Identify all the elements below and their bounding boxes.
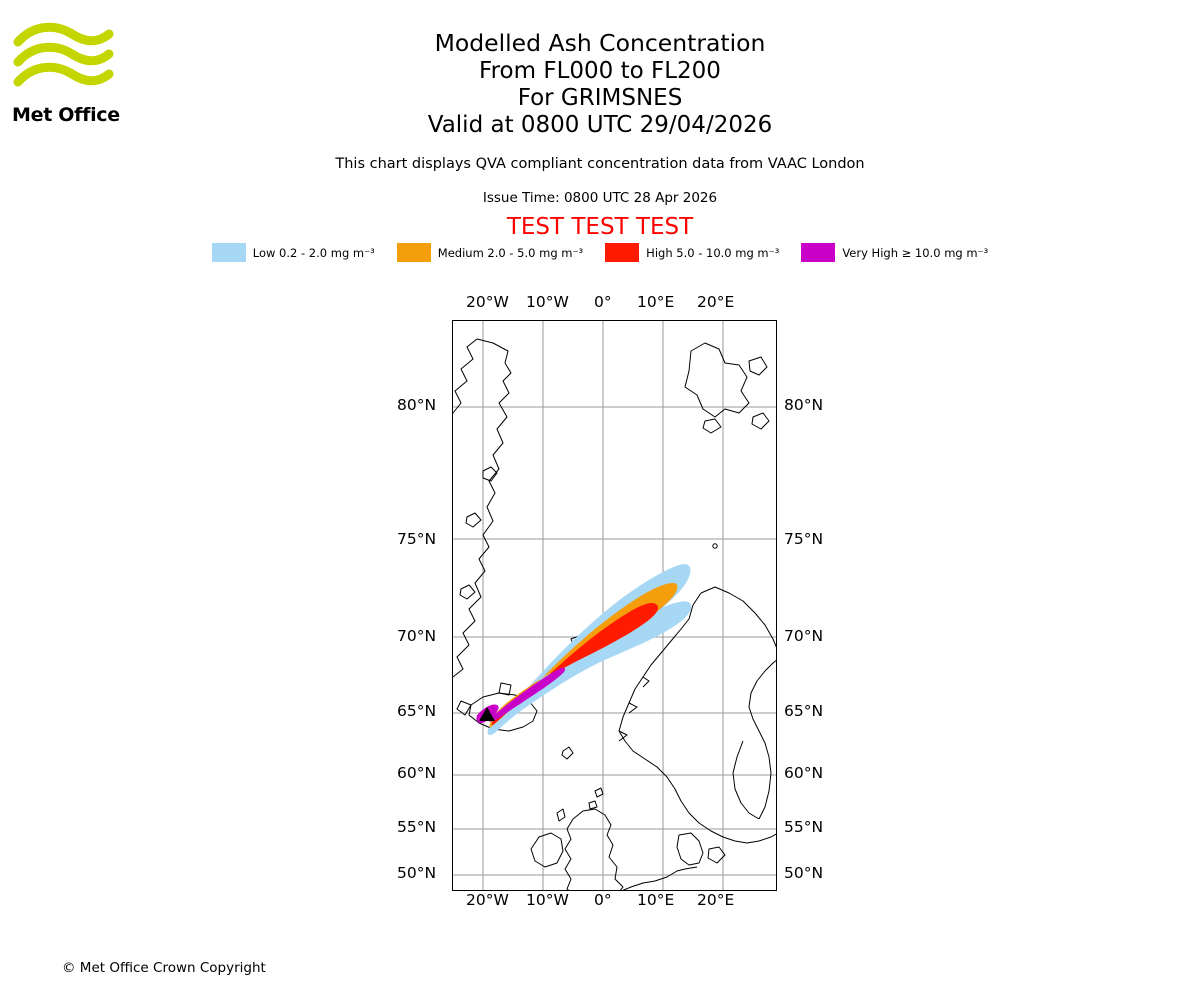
concentration-legend xyxy=(0,243,1200,262)
copyright-notice: © Met Office Crown Copyright xyxy=(62,960,266,976)
y-tick-right-65N: 65°N xyxy=(784,702,824,720)
x-tick-bottom-20E: 20°E xyxy=(697,891,735,909)
ash-concentration-map[interactable] xyxy=(452,320,777,891)
test-banner: TEST TEST TEST xyxy=(506,214,694,240)
legend-label-low: Low 0.2 - 2.0 mg m⁻³ xyxy=(252,245,375,260)
y-tick-left-65N: 65°N xyxy=(397,702,437,720)
legend-item-medium xyxy=(397,243,583,262)
y-tick-left-70N: 70°N xyxy=(397,627,437,645)
x-tick-bottom-10E: 10°E xyxy=(637,891,675,909)
legend-swatch-very-high xyxy=(801,243,835,262)
chart-subtitle: This chart displays QVA compliant concentration data from VAAC London xyxy=(335,156,865,172)
x-tick-bottom-10W: 10°W xyxy=(526,891,569,909)
x-tick-top-0: 0° xyxy=(594,293,612,311)
y-tick-left-50N: 50°N xyxy=(397,864,437,882)
y-tick-left-80N: 80°N xyxy=(397,396,437,414)
y-tick-right-70N: 70°N xyxy=(784,627,824,645)
legend-swatch-high xyxy=(605,243,639,262)
y-tick-right-80N: 80°N xyxy=(784,396,824,414)
legend-swatch-low xyxy=(212,243,246,262)
page-title xyxy=(0,28,1200,139)
legend-item-low xyxy=(212,243,375,262)
ash-plume-contours xyxy=(476,564,691,735)
y-tick-right-60N: 60°N xyxy=(784,764,824,782)
met-office-logo-text: Met Office xyxy=(12,104,120,126)
legend-label-high: High 5.0 - 10.0 mg m⁻³ xyxy=(646,245,780,260)
title-line-2: From FL000 to FL200 xyxy=(479,58,721,84)
legend-label-medium: Medium 2.0 - 5.0 mg m⁻³ xyxy=(437,245,584,260)
y-tick-right-75N: 75°N xyxy=(784,530,824,548)
x-tick-top-20W: 20°W xyxy=(466,293,509,311)
legend-item-very-high xyxy=(801,243,988,262)
legend-swatch-medium xyxy=(397,243,431,262)
legend-label-very-high: Very High ≥ 10.0 mg m⁻³ xyxy=(842,245,989,260)
legend-item-high xyxy=(605,243,779,262)
y-tick-left-60N: 60°N xyxy=(397,764,437,782)
title-line-1: Modelled Ash Concentration xyxy=(434,29,766,57)
title-line-3: For GRIMSNES xyxy=(517,85,683,111)
y-tick-left-55N: 55°N xyxy=(397,818,437,836)
y-tick-right-55N: 55°N xyxy=(784,818,824,836)
map-canvas xyxy=(453,321,777,891)
x-tick-bottom-0: 0° xyxy=(594,891,612,909)
x-tick-top-20E: 20°E xyxy=(697,293,735,311)
y-tick-right-50N: 50°N xyxy=(784,864,824,882)
x-tick-top-10E: 10°E xyxy=(637,293,675,311)
issue-time-label: Issue Time: 0800 UTC 28 Apr 2026 xyxy=(482,190,718,206)
x-tick-bottom-20W: 20°W xyxy=(466,891,509,909)
y-tick-left-75N: 75°N xyxy=(397,530,437,548)
x-tick-top-10W: 10°W xyxy=(526,293,569,311)
title-line-4: Valid at 0800 UTC 29/04/2026 xyxy=(427,112,773,138)
